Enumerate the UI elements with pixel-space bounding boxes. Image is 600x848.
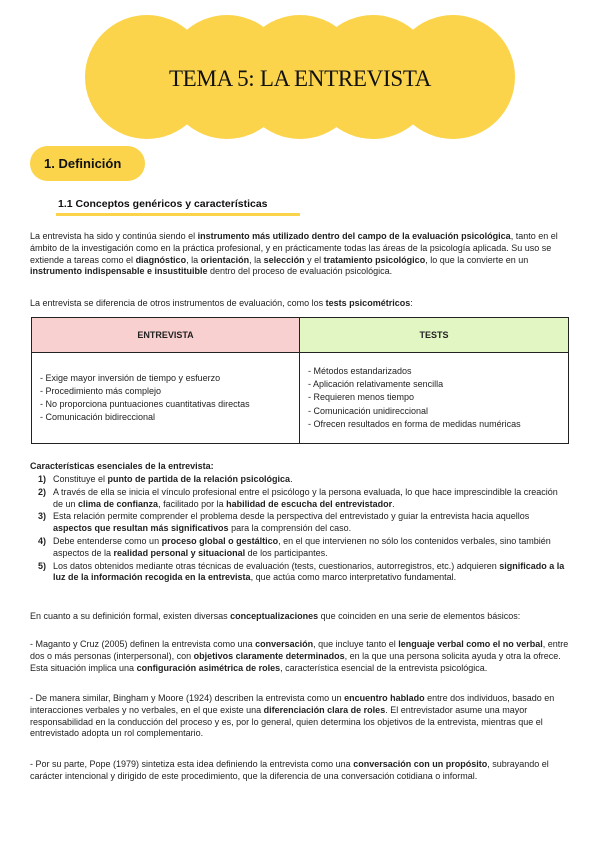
list-item: 2) A través de ella se inicia el vínculo profesional entre el psicólogo y la persona evaluada, lo que hace imprescindible la creación de un clima de confianza, facilitado por la habilidad de escucha del entrevistador. [38,486,558,509]
list-item: - Requieren menos tiempo [308,391,568,404]
comparison-table [31,317,569,444]
essentials-heading: Características esenciales de la entrevista: [30,461,214,471]
table-header-tests: TESTS [300,318,569,353]
list-item: 1) Constituye el punto de partida de la relación psicológica. [38,474,293,484]
entrevista-cell [32,353,300,444]
maganto-paragraph: - Maganto y Cruz (2005) definen la entrevista como una conversación, que incluye tanto el lenguaje verbal como el no verbal, entre dos o más personas (interpersonal), con objetivos claramente determinados, en la que una persona solicita ayuda y otra la ofrece. Esta situación implica una configuración asimétrica de roles, característica esencial de la entrevista psicológica. [30,639,569,673]
list-item: - Ofrecen resultados en forma de medidas numéricas [308,418,568,431]
list-item: - Procedimiento más complejo [40,385,299,398]
list-item: - No proporciona puntuaciones cuantitativas directas [40,398,299,411]
list-item: 5) Los datos obtenidos mediante otras técnicas de evaluación (tests, cuestionarios, autorregistros, etc.) adquieren significado a la luz de la información recogida en la entrevista, que actúa como marco interpretativo fundamental. [38,560,565,583]
list-item: - Exige mayor inversión de tiempo y esfuerzo [40,372,299,385]
entrevista-list [40,372,299,425]
list-item: 4) Debe entenderse como un proceso global o gestáltico, en el que intervienen no sólo los contenidos verbales, sino también aspectos de la realidad personal y situacional de los participantes. [38,535,551,558]
subsection-underline [56,213,300,216]
subsection-heading: 1.1 Conceptos genéricos y características [58,198,268,210]
section-heading: 1. Definición [30,146,145,181]
list-item: - Comunicación bidireccional [40,411,299,424]
formal-definition-paragraph: En cuanto a su definición formal, existen diversas conceptualizaciones que coinciden en una serie de elementos básicos: [30,611,521,621]
intro-paragraph: La entrevista ha sido y continúa siendo el instrumento más utilizado dentro del campo de la evaluación psicológica, tanto en el ámbito de la investigación como en la práctica profesional, y en prácticamente todas las áreas de la psicología aplicada. Su uso se extiende a tareas como el diagnóstico, la orientación, la selección y el tratamiento psicológico, lo que la convierte en un instrumento indispensable e insustituible dentro del proceso de evaluación psicológica. [30,231,558,277]
page-title: TEMA 5: LA ENTREVISTA [168,66,432,91]
list-item: - Comunicación unidireccional [308,405,568,418]
tests-list [308,365,568,431]
essentials-list [38,474,570,585]
title-banner [82,12,518,142]
list-item: 3) Esta relación permite comprender el problema desde la perspectiva del entrevistado y guiar la entrevista hacia aquellos aspectos que resultan más significativos para la comprensión del caso. [38,511,530,534]
difference-paragraph: La entrevista se diferencia de otros instrumentos de evaluación, como los tests psicométricos: [30,298,413,308]
list-item: - Métodos estandarizados [308,365,568,378]
bingham-paragraph: - De manera similar, Bingham y Moore (1924) describen la entrevista como un encuentro hablado entre dos individuos, basado en interacciones verbales y no verbales, en el que existe una diferenciación clara de roles. El entrevistador asume una mayor responsabilidad en la conducción del proceso y es, por lo general, quien determina los objetivos de la entrevista, mientras que el entrevistado adopta un rol complementario. [30,693,555,739]
table-header-entrevista: ENTREVISTA [32,318,300,353]
list-item: - Aplicación relativamente sencilla [308,378,568,391]
tests-cell [300,353,569,444]
pope-paragraph: - Por su parte, Pope (1979) sintetiza esta idea definiendo la entrevista como una conversación con un propósito, subrayando el carácter intencional y dirigido de este procedimiento, que la diferencia de una conversación cotidiana o informal. [30,759,549,781]
